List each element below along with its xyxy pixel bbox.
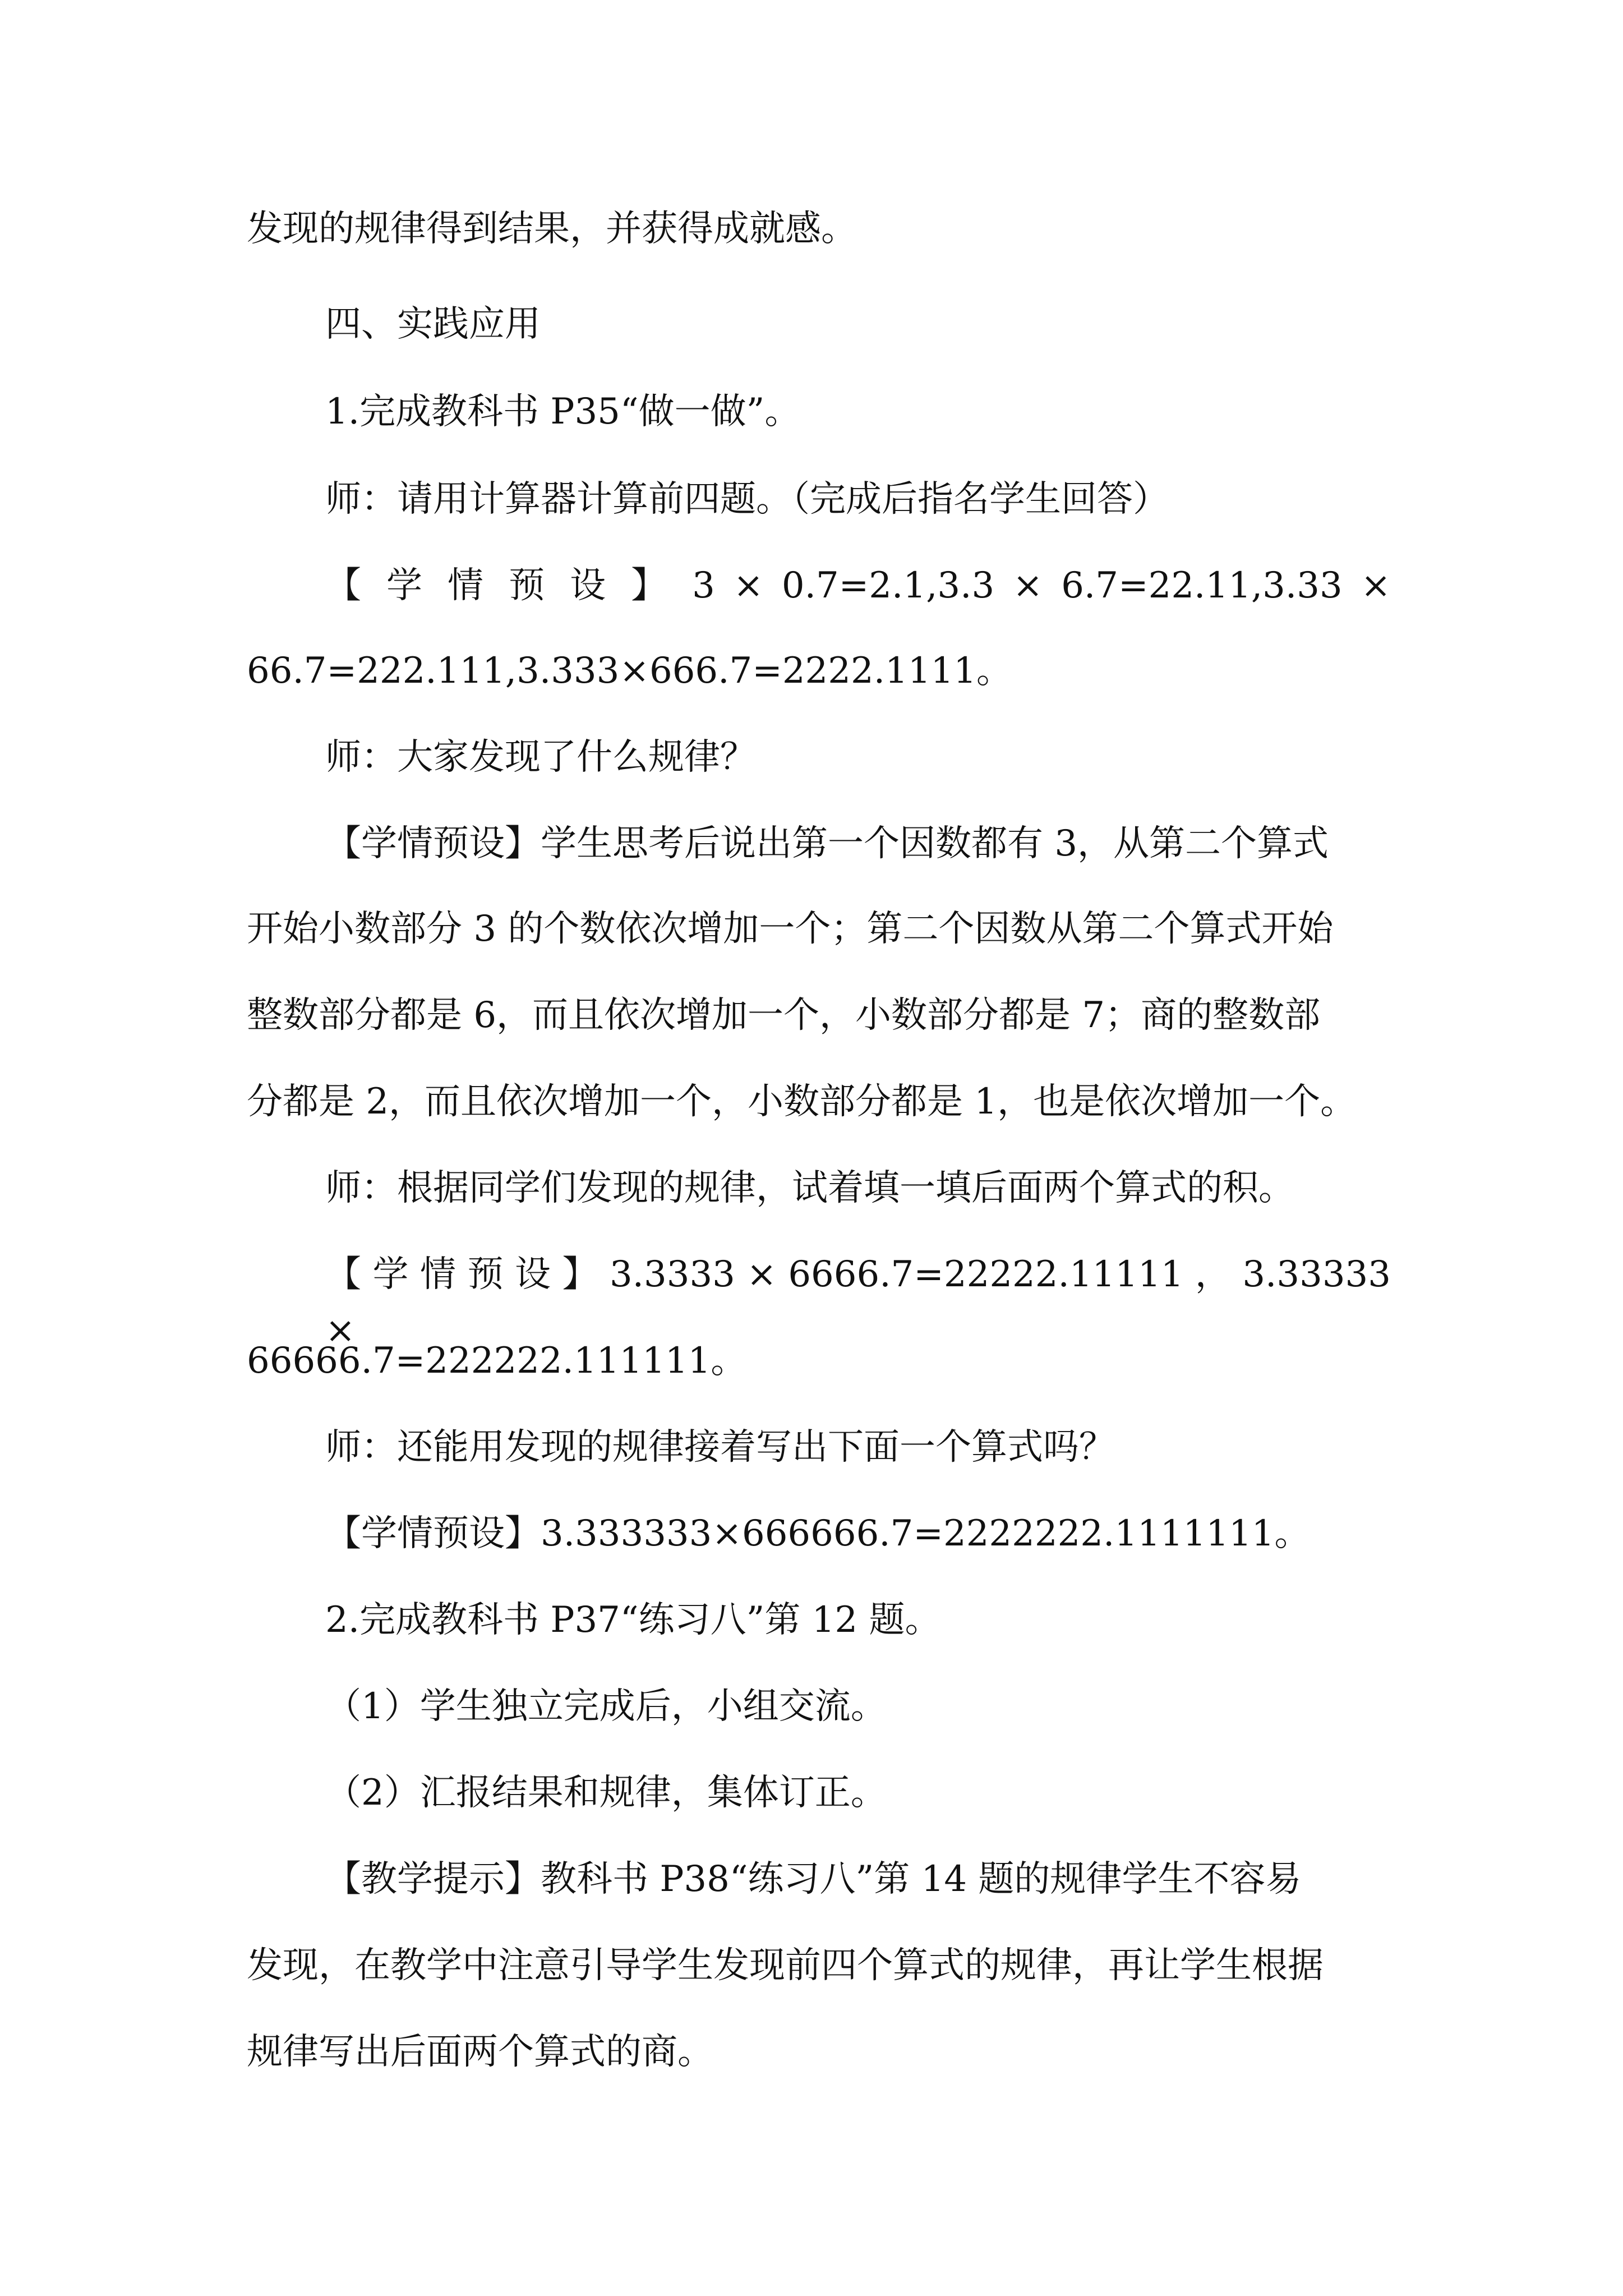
text-line: 66.7=222.111,3.333×666.7=2222.1111。 (247, 650, 1012, 692)
text-line: 【学情预设】学生思考后说出第一个因数都有 3，从第二个算式 (325, 823, 1329, 864)
section-heading: 四、实践应用 (325, 303, 541, 345)
text-line: 规律写出后面两个算式的商。 (247, 2031, 713, 2073)
text-line: 整数部分都是 6，而且依次增加一个，小数部分都是 7；商的整数部 (247, 995, 1321, 1036)
text-line: （2）汇报结果和规律，集体订正。 (325, 1772, 887, 1814)
text-line: 分都是 2，而且依次增加一个，小数部分都是 1，也是依次增加一个。 (247, 1081, 1357, 1122)
text-line: 师：请用计算器计算前四题。（完成后指名学生回答） (325, 478, 1169, 520)
text-line: （1）学生独立完成后，小组交流。 (325, 1686, 887, 1727)
text-line: 发现，在教学中注意引导学生发现前四个算式的规律，再让学生根据 (247, 1945, 1324, 1986)
text-line: 【教学提示】教科书 P38“练习八”第 14 题的规律学生不容易 (325, 1858, 1302, 1900)
text-line: 【 学 情 预 设 】 3.3333 × 6666.7=22222.11111 ， 3.33333 × (325, 1254, 1391, 1351)
text-line: 【学情预设】3.333333×666666.7=2222222.1111111。 (325, 1513, 1311, 1554)
text-line: 师：根据同学们发现的规律，试着填一填后面两个算式的积。 (325, 1167, 1294, 1209)
text-line: 师：大家发现了什么规律？ (325, 737, 756, 778)
text-line: 1.完成教科书 P35“做一做”。 (325, 391, 801, 432)
text-line: 【 学 情 预 设 】 3 × 0.7=2.1,3.3 × 6.7=22.11,3.33 × (325, 565, 1391, 606)
text-line: 师：还能用发现的规律接着写出下面一个算式吗？ (325, 1427, 1115, 1468)
text-line: 发现的规律得到结果，并获得成就感。 (247, 208, 857, 250)
text-line: 开始小数部分 3 的个数依次增加一个；第二个因数从第二个算式开始 (247, 908, 1334, 950)
text-line: 2.完成教科书 P37“练习八”第 12 题。 (325, 1599, 941, 1641)
text-line: 66666.7=222222.111111。 (247, 1340, 747, 1382)
